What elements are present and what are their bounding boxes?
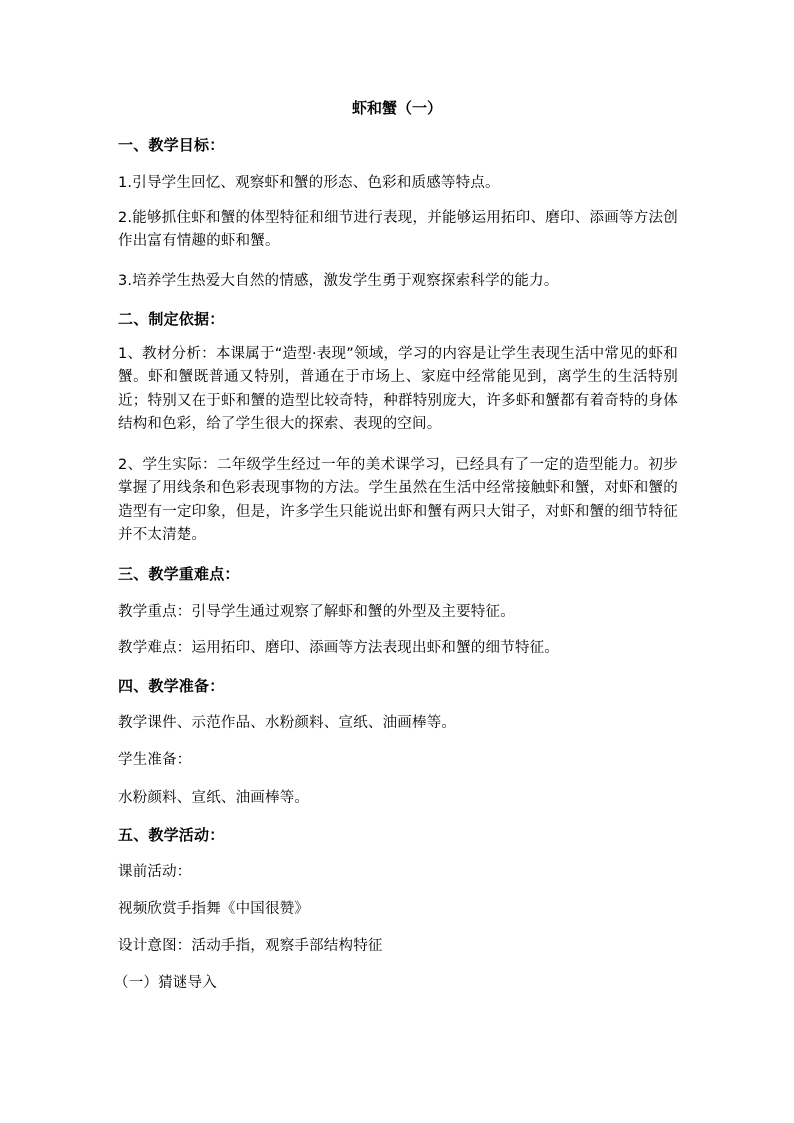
basis-textbook-analysis: 1、教材分析：本课属于“造型·表现”领域，学习的内容是让学生表现生活中常见的虾和蟹。虾和蟹既普通又特别，普通在于市场上、家庭中经常能见到，离学生的生活特别近；特别又在于虾和蟹的造型比较奇特，种群特别庞大，许多虾和蟹都有着奇特的身体结构和色彩，给了学生很大的探索、表现的空间。 xyxy=(118,346,678,433)
section-heading-teaching-goals: 一、教学目标： xyxy=(118,136,225,154)
section-heading-preparation: 四、教学准备： xyxy=(118,677,225,695)
goal-item-1: 1.引导学生回忆、观察虾和蟹的形态、色彩和质感等特点。 xyxy=(118,175,500,191)
pre-activity-label: 课前活动： xyxy=(118,864,192,880)
difficult-point-text: 教学难点：运用拓印、磨印、添画等方法表现出虾和蟹的细节特征。 xyxy=(118,640,559,656)
student-preparation-text: 水粉颜料、宣纸、油画棒等。 xyxy=(118,790,310,806)
subsection-heading-riddle-intro: （一）猜谜导入 xyxy=(114,975,217,991)
goal-item-3: 3.培养学生热爱大自然的情感，激发学生勇于观察探索科学的能力。 xyxy=(118,273,559,289)
teacher-preparation-text: 教学课件、示范作品、水粉颜料、宣纸、油画棒等。 xyxy=(118,715,457,731)
section-heading-key-points: 三、教学重难点： xyxy=(118,565,240,583)
basis-student-situation: 2、学生实际：二年级学生经过一年的美术课学习，已经具有了一定的造型能力。初步掌握了用线条和色彩表现事物的方法。学生虽然在生活中经常接触虾和蟹，对虾和蟹的造型有一定印象，但是，许多学生只能说出虾和蟹有两只大钳子，对虾和蟹的细节特征并不太清楚。 xyxy=(118,457,678,544)
goal-item-2: 2.能够抓住虾和蟹的体型特征和细节进行表现，并能够运用拓印、磨印、添画等方法创作出富有情趣的虾和蟹。 xyxy=(118,210,678,250)
document-title: 虾和蟹（一） xyxy=(351,99,442,117)
pre-activity-text: 视频欣赏手指舞《中国很赞》 xyxy=(118,901,310,917)
key-point-text: 教学重点：引导学生通过观察了解虾和蟹的外型及主要特征。 xyxy=(118,604,515,620)
student-preparation-label: 学生准备： xyxy=(118,752,192,768)
section-heading-basis: 二、制定依据： xyxy=(118,310,225,328)
section-heading-activities: 五、教学活动： xyxy=(118,826,225,844)
design-intent-text: 设计意图：活动手指，观察手部结构特征 xyxy=(118,938,383,954)
